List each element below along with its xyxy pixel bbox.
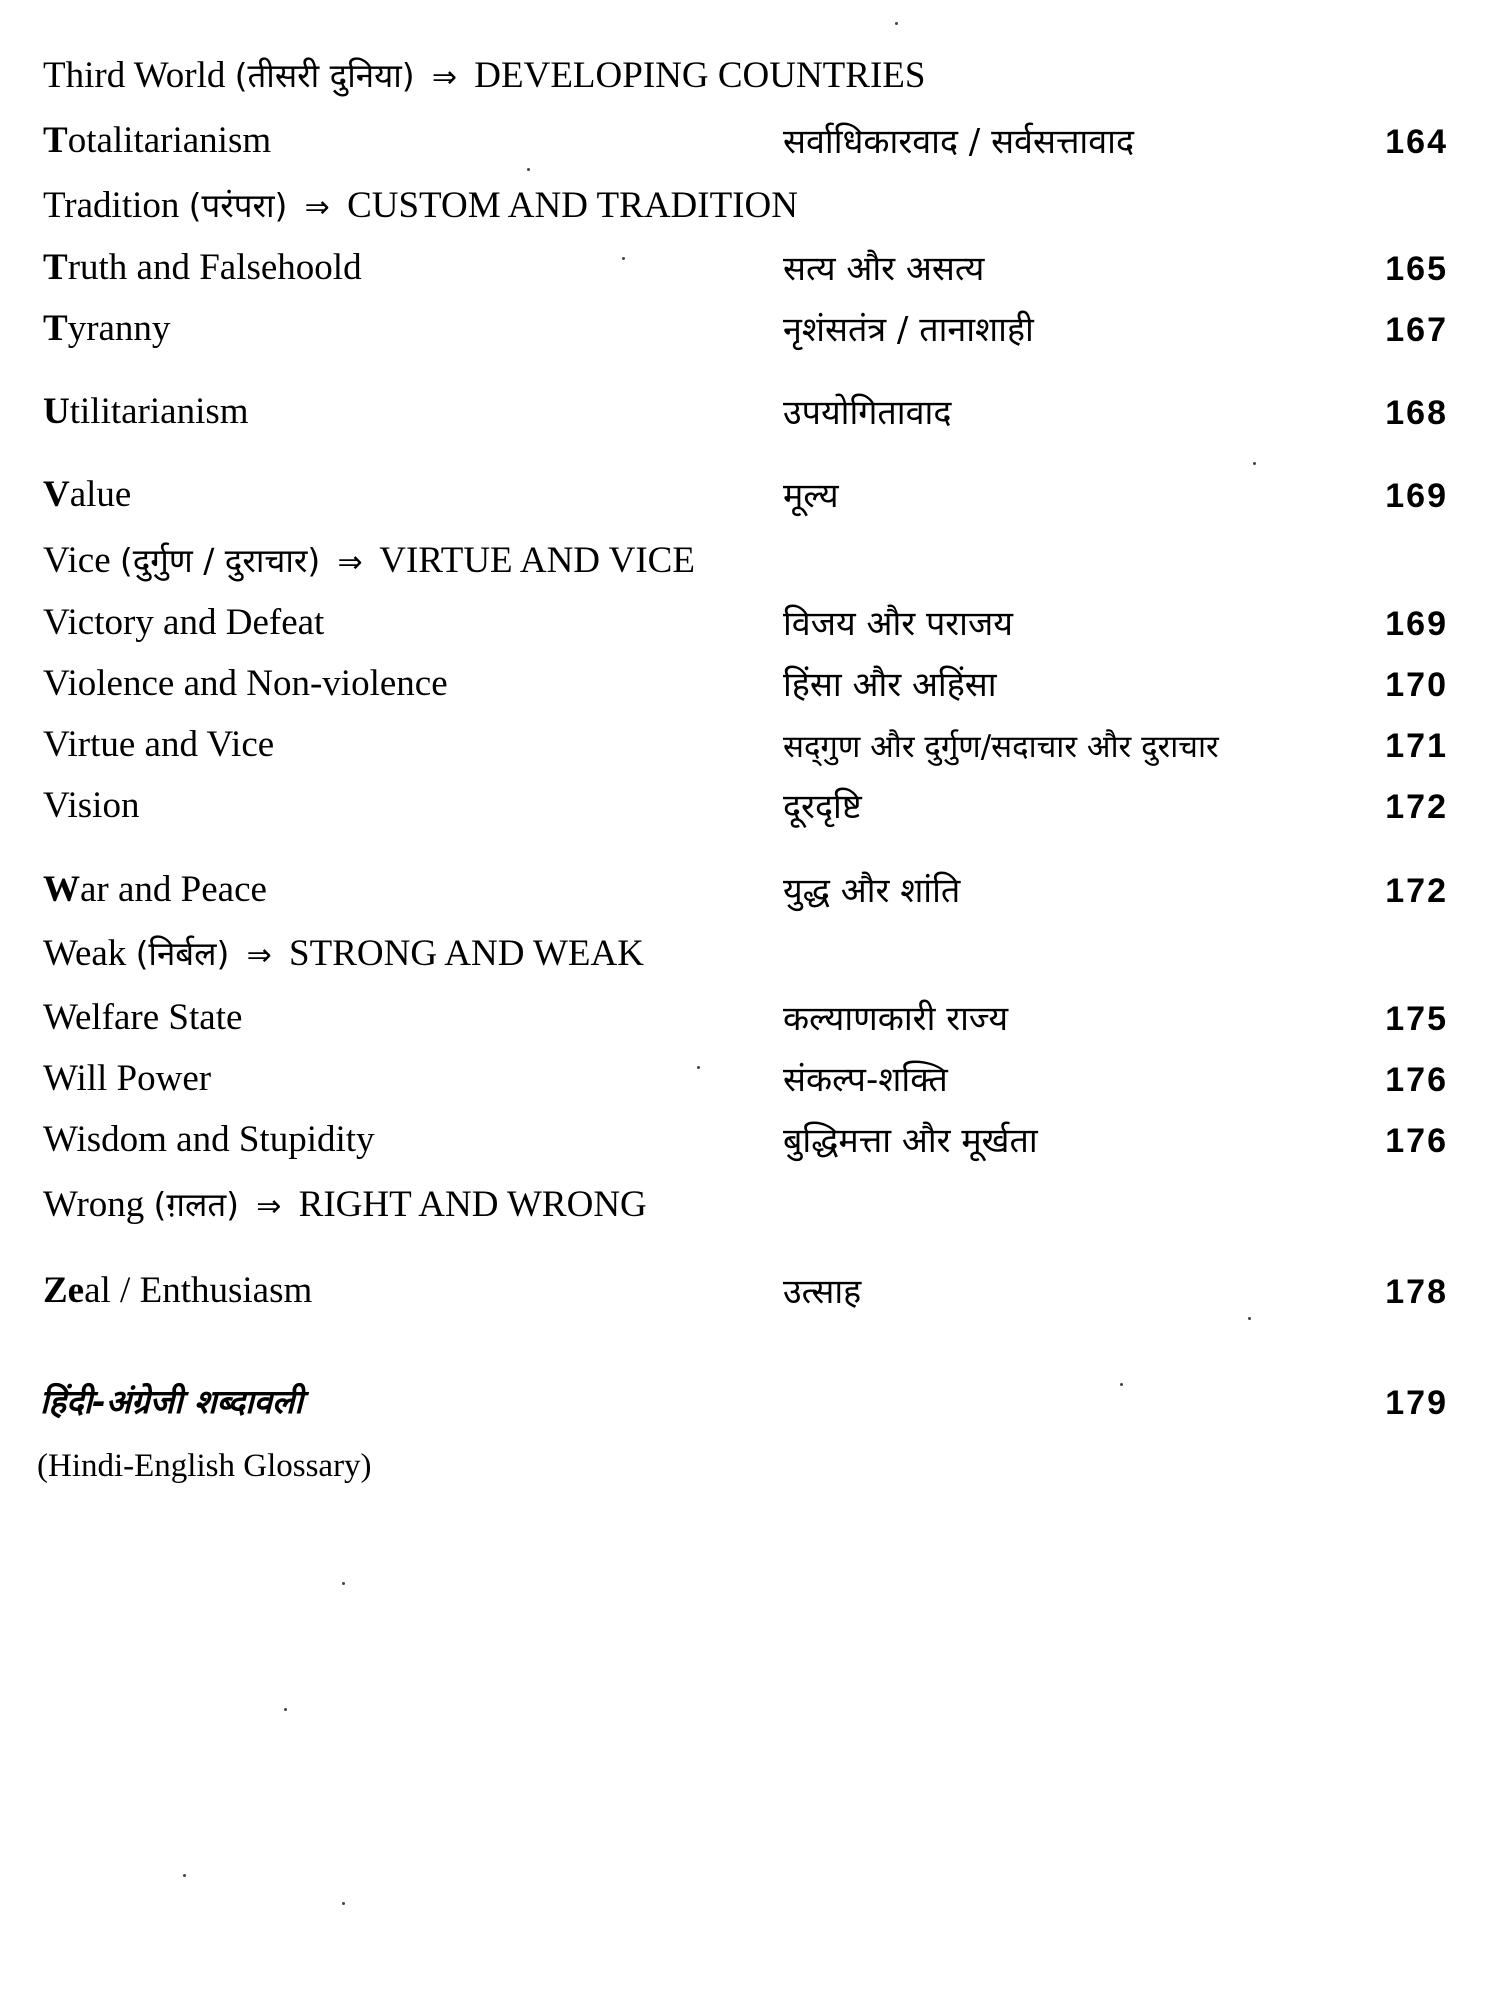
xref-hindi: (परंपरा) [188, 186, 288, 225]
entry-term-initial: T [43, 247, 68, 288]
index-entry-welfare-state [0, 992, 1500, 1042]
entry-term-rest: ruth and Falsehoold [67, 247, 362, 288]
entry-term-rest: ill Power [76, 1058, 212, 1099]
entry-term-rest: yranny [67, 308, 171, 349]
entry-term [43, 871, 267, 908]
entry-hindi: नृशंसतंत्र / तानाशाही [783, 310, 1034, 350]
entry-hindi: दूरदृष्टि [783, 787, 862, 827]
entry-term-rest: al / Enthusiasm [84, 1270, 313, 1311]
index-entry-truth-and-falsehood [0, 242, 1500, 292]
entry-term-initial: V [43, 724, 68, 765]
index-entry-totalitarianism [0, 115, 1500, 165]
entry-term-initial: V [43, 663, 68, 704]
index-xref-third-world [0, 50, 1500, 100]
entry-term [43, 726, 274, 763]
xref-text [43, 1186, 647, 1223]
scan-speck [1253, 462, 1256, 465]
entry-term-initial: T [43, 308, 68, 349]
scan-speck [284, 1708, 287, 1711]
entry-term [43, 665, 448, 702]
entry-hindi: सर्वाधिकारवाद / सर्वसत्तावाद [783, 122, 1135, 162]
entry-page-number: 169 [1385, 477, 1448, 515]
index-entry-victory-and-defeat [0, 597, 1500, 647]
entry-hindi: बुद्धिमत्ता और मूर्खता [783, 1121, 1038, 1161]
xref-target: CUSTOM AND TRADITION [347, 185, 798, 226]
entry-page-number: 167 [1385, 311, 1448, 349]
entry-hindi: विजय और पराजय [783, 604, 1013, 644]
index-xref-weak [0, 928, 1500, 978]
entry-hindi: सद्‌गुण और दुर्गुण/सदाचार और दुराचार [783, 729, 1219, 765]
entry-hindi: मूल्य [783, 476, 839, 516]
xref-arrow-icon: ⇒ [304, 190, 330, 225]
xref-text [43, 542, 695, 579]
entry-page-number: 176 [1385, 1061, 1448, 1099]
entry-term-initial: W [43, 1119, 77, 1160]
xref-target: RIGHT AND WRONG [298, 1184, 647, 1225]
entry-page-number: 176 [1385, 1122, 1448, 1160]
entry-term-initial: V [43, 474, 70, 515]
entry-term-rest: elfare State [74, 997, 243, 1038]
index-xref-vice [0, 535, 1500, 585]
entry-term [43, 1060, 211, 1097]
scan-speck [527, 168, 530, 171]
entry-term-initial: U [43, 391, 70, 432]
entry-term-rest: ar and Peace [80, 869, 267, 910]
entry-page-number: 165 [1385, 250, 1448, 288]
scan-speck [1120, 1383, 1123, 1386]
entry-hindi: उपयोगितावाद [783, 393, 952, 433]
scan-speck [342, 1582, 345, 1585]
xref-term: Weak [43, 933, 127, 974]
index-entry-value [0, 469, 1500, 519]
index-entry-wisdom-and-stupidity [0, 1114, 1500, 1164]
xref-term: Tradition [43, 185, 180, 226]
entry-term [43, 604, 324, 641]
index-entry-virtue-and-vice [0, 719, 1500, 769]
scan-speck [342, 1902, 345, 1905]
entry-hindi: उत्साह [783, 1272, 862, 1312]
xref-hindi: (तीसरी दुनिया) [234, 56, 415, 95]
entry-page-number: 164 [1385, 123, 1448, 161]
entry-term [43, 787, 139, 824]
entry-term-initial: Ze [43, 1270, 85, 1311]
entry-term [43, 476, 131, 513]
entry-term [43, 1272, 312, 1309]
xref-arrow-icon: ⇒ [256, 1189, 282, 1224]
scan-speck [183, 1874, 186, 1877]
entry-term-initial: V [43, 785, 68, 826]
xref-hindi: (दुर्गुण / दुराचार) [119, 541, 321, 580]
scan-speck [895, 22, 898, 25]
entry-hindi: कल्याणकारी राज्य [783, 999, 1009, 1039]
entry-term-rest: irtue and Vice [67, 724, 275, 765]
entry-term-initial: W [43, 869, 80, 910]
glossary-page-number: 179 [1385, 1384, 1448, 1422]
entry-term-rest: ision [67, 785, 140, 826]
index-entry-vision [0, 780, 1500, 830]
entry-page-number: 175 [1385, 1000, 1448, 1038]
entry-term-initial: W [43, 997, 75, 1038]
entry-page-number: 172 [1385, 788, 1448, 826]
index-xref-tradition [0, 180, 1500, 230]
xref-term: Third World [43, 55, 226, 96]
entry-term-initial: T [43, 120, 68, 161]
xref-target: STRONG AND WEAK [289, 933, 644, 974]
index-entry-will-power [0, 1053, 1500, 1103]
xref-text [43, 935, 644, 972]
entry-page-number: 171 [1385, 727, 1448, 765]
index-xref-wrong [0, 1179, 1500, 1229]
entry-term-rest: iolence and Non-violence [67, 663, 448, 704]
entry-term-rest: isdom and Stupidity [76, 1119, 375, 1160]
glossary-hindi-title: हिंदी-अंग्रेजी शब्दावली [40, 1382, 303, 1421]
scan-speck [622, 257, 625, 260]
xref-term: Wrong [43, 1184, 145, 1225]
entry-hindi: सत्य और असत्य [783, 249, 985, 289]
entry-page-number: 172 [1385, 872, 1448, 910]
index-entry-tyranny [0, 303, 1500, 353]
xref-arrow-icon: ⇒ [431, 60, 458, 95]
xref-term: Vice [43, 540, 111, 581]
entry-term-rest: ictory and Defeat [67, 602, 325, 643]
scan-speck [1248, 1317, 1251, 1320]
entry-term-rest: tilitarianism [69, 391, 249, 432]
xref-hindi: (ग़लत) [153, 1185, 240, 1224]
index-entry-zeal-enthusiasm [0, 1265, 1500, 1315]
index-entry-war-and-peace [0, 864, 1500, 914]
entry-term [43, 249, 362, 286]
xref-target: DEVELOPING COUNTRIES [474, 55, 926, 96]
entry-term-rest: alue [69, 474, 132, 515]
entry-hindi: हिंसा और अहिंसा [783, 665, 997, 705]
scan-speck [697, 1066, 700, 1069]
entry-term-rest: otalitarianism [67, 120, 272, 161]
index-entry-utilitarianism [0, 386, 1500, 436]
entry-page-number: 170 [1385, 666, 1448, 704]
xref-hindi: (निर्बल) [135, 934, 230, 973]
entry-term [43, 393, 249, 430]
xref-arrow-icon: ⇒ [337, 545, 363, 580]
entry-term [43, 1121, 375, 1158]
entry-page-number: 168 [1385, 394, 1448, 432]
index-entry-violence-and-non-violence [0, 658, 1500, 708]
entry-page-number: 169 [1385, 605, 1448, 643]
xref-text [43, 57, 925, 94]
xref-text [43, 187, 798, 224]
entry-term-initial: W [43, 1058, 77, 1099]
entry-term [43, 999, 242, 1036]
entry-term [43, 122, 271, 159]
xref-target: VIRTUE AND VICE [379, 540, 695, 581]
xref-arrow-icon: ⇒ [246, 938, 272, 973]
entry-term [43, 310, 170, 347]
glossary-english-title: (Hindi-English Glossary) [37, 1448, 372, 1484]
entry-hindi: संकल्प-शक्ति [783, 1060, 948, 1100]
entry-page-number: 178 [1385, 1273, 1448, 1311]
entry-hindi: युद्ध और शांति [783, 871, 961, 911]
entry-term-initial: V [43, 602, 68, 643]
